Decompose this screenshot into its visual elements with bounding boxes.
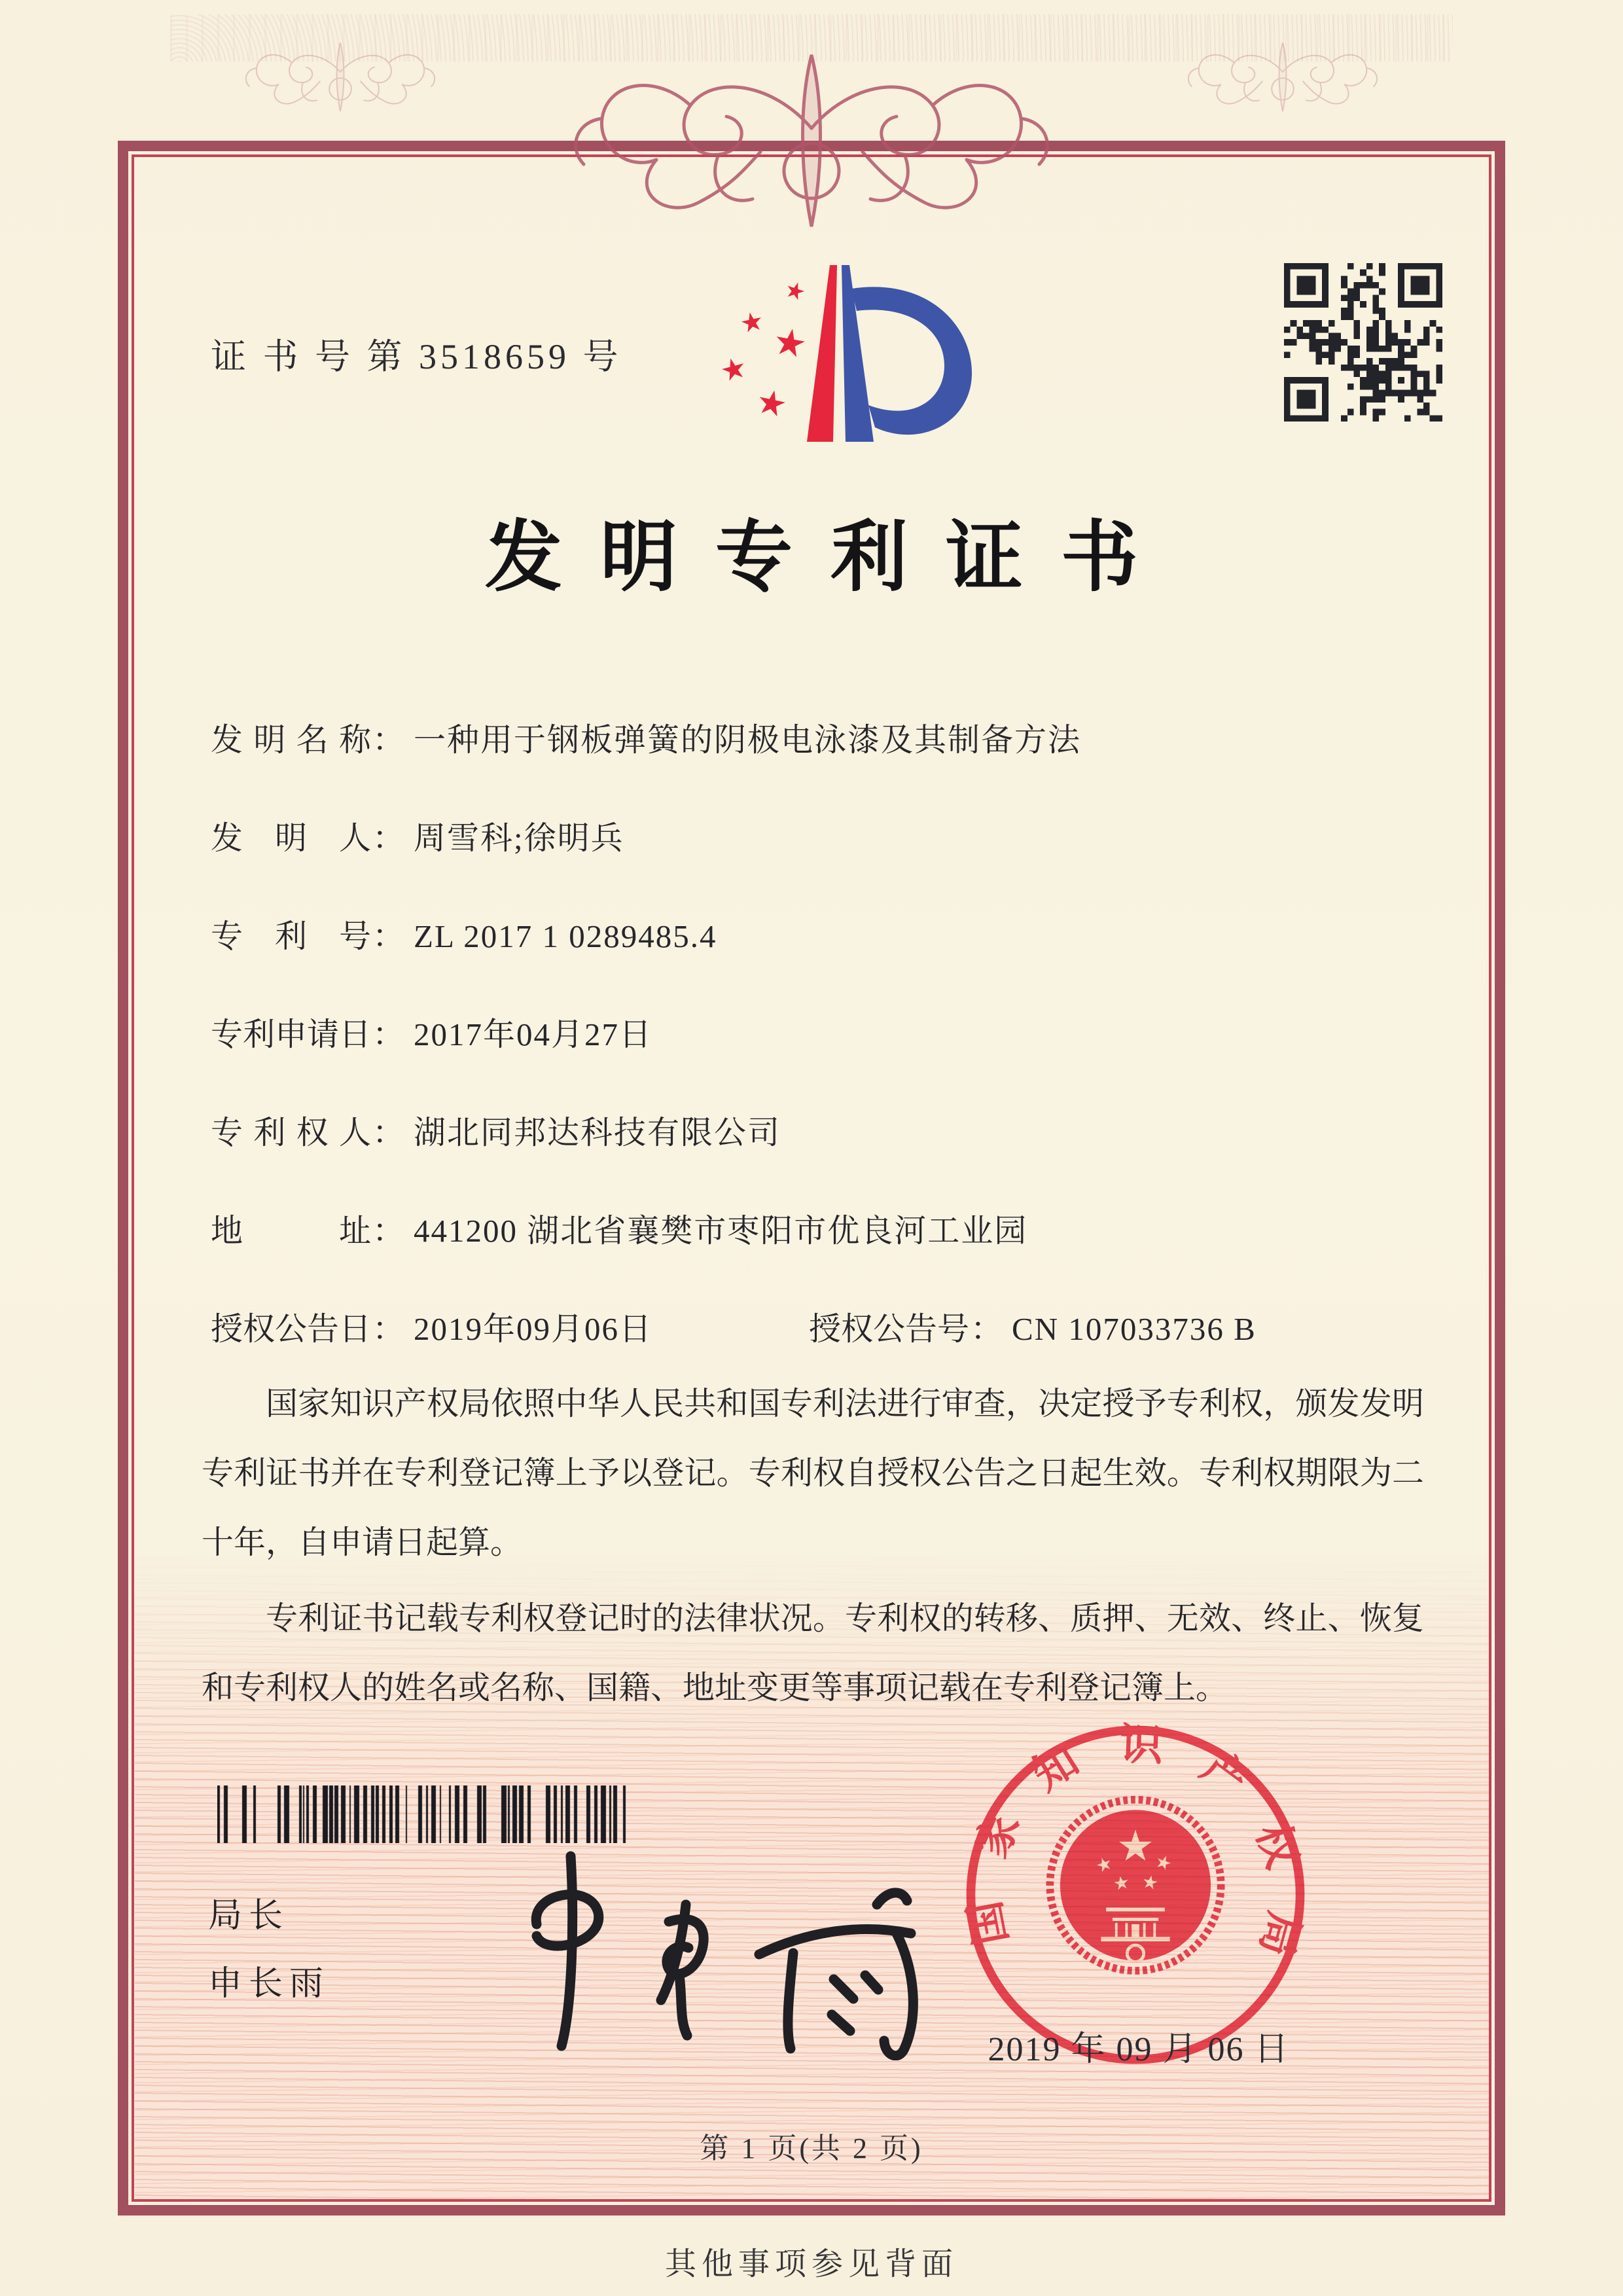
legal-text (202, 1369, 1424, 1723)
director-signature (510, 1844, 936, 2060)
field-invention-name: 发明名称： 一种用于钢板弹簧的阴极电泳漆及其制备方法 (211, 715, 1441, 813)
corner-flourish-left (236, 35, 445, 117)
legal-paragraph-1: 国家知识产权局依照中华人民共和国专利法进行审查，决定授予专利权，颁发发明专利证书并在专利登记簿上予以登记。专利权自授权公告之日起生效。专利权期限为二十年，自申请日起算。 (202, 1386, 1424, 1560)
field-grant-number: 授权公告号： CN 107033736 B (809, 1311, 1257, 1347)
cnipa-logo-icon (710, 247, 985, 463)
field-value: 2019年09月06日 (414, 1311, 653, 1347)
seal-date: 2019 年 09 月 06 日 (988, 2031, 1290, 2068)
field-label: 专利权人 (211, 1115, 371, 1151)
qr-code (1284, 263, 1442, 422)
top-crest-ornament (550, 37, 1073, 240)
field-address: 地址： 441200 湖北省襄樊市枣阳市优良河工业园 (211, 1206, 1441, 1304)
field-filing-date: 专利申请日： 2017年04月27日 (211, 1009, 1441, 1107)
field-value: ZL 2017 1 0289485.4 (414, 918, 717, 954)
seal-ring-text: 国家知识产权局 (961, 1721, 1309, 1962)
field-label: 专利号 (211, 918, 371, 954)
director-name: 申长雨 (208, 1965, 330, 2003)
back-note: 其他事项参见背面 (664, 2247, 958, 2282)
field-label: 授权公告日 (211, 1311, 372, 1347)
certificate-title: 发明专利证书 (484, 515, 1176, 601)
field-grant-date: 授权公告日： 2019年09月06日 (211, 1304, 1441, 1402)
field-inventor: 发明人： 周雪科;徐明兵 (211, 813, 1441, 911)
cnipa-red-seal (957, 1716, 1314, 2073)
director-title: 局长 (208, 1897, 290, 1935)
corner-flourish-right (1178, 35, 1387, 117)
field-label: 专利申请日 (211, 1016, 372, 1052)
field-value: 周雪科;徐明兵 (414, 820, 624, 856)
field-value: 湖北同邦达科技有限公司 (414, 1115, 781, 1151)
field-value: 2017年04月27日 (414, 1016, 653, 1052)
page-indicator: 第 1 页(共 2 页) (700, 2132, 923, 2164)
legal-paragraph-2: 专利证书记载专利权登记时的法律状况。专利权的转移、质押、无效、终止、恢复和专利权人的姓名或名称、国籍、地址变更等事项记载在专利登记簿上。 (202, 1600, 1424, 1706)
field-value: 一种用于钢板弹簧的阴极电泳漆及其制备方法 (414, 722, 1082, 758)
field-label: 地址 (211, 1213, 371, 1249)
field-label: 发明名称 (211, 722, 371, 758)
barcode (217, 1785, 627, 1843)
field-value: CN 107033736 B (1012, 1311, 1257, 1347)
field-label: 发明人 (211, 820, 371, 856)
field-label: 授权公告号 (809, 1311, 970, 1347)
field-patentee: 专利权人： 湖北同邦达科技有限公司 (211, 1107, 1441, 1206)
field-list (211, 715, 1441, 1402)
field-value: 441200 湖北省襄樊市枣阳市优良河工业园 (414, 1213, 1028, 1249)
certificate-number: 证 书 号 第 3518659 号 (211, 337, 622, 376)
field-patent-number: 专利号： ZL 2017 1 0289485.4 (211, 911, 1441, 1009)
